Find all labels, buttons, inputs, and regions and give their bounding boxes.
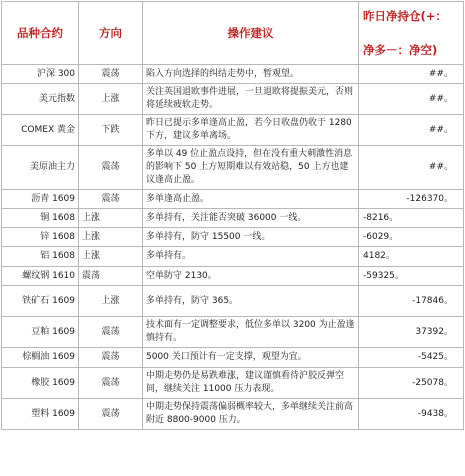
- table-row: [2, 209, 464, 228]
- table-row: [2, 267, 464, 286]
- direction-cell: 上涨: [79, 247, 143, 267]
- product-cell: 沪深 300: [2, 65, 79, 84]
- direction-cell: 震荡: [79, 146, 143, 190]
- table-row: [2, 348, 464, 368]
- direction-cell: 震荡: [79, 348, 143, 368]
- product-cell: 铝 1608: [2, 247, 79, 267]
- advice-cell: 中期走势保持震荡偏弱概率较大，多单继续关注前高附近 8800-9000 压力。: [143, 399, 359, 430]
- position-cell: -9438。: [359, 399, 464, 430]
- direction-cell: 下跌: [79, 115, 143, 146]
- advice-cell: 空单防守 2130。: [143, 267, 359, 286]
- table-row: [2, 146, 464, 190]
- position-cell: ##。: [359, 65, 464, 84]
- table-row: [2, 115, 464, 146]
- product-cell: 螺纹钢 1610: [2, 267, 79, 286]
- advice-cell: 5000 关口预计有一定支撑，观望为宜。: [143, 348, 359, 368]
- product-cell: 铜 1608: [2, 209, 79, 228]
- table-row: [2, 65, 464, 84]
- advice-cell: 多单持有，防守 15500 一线。: [143, 228, 359, 247]
- direction-cell: 上涨: [79, 209, 143, 228]
- direction-cell: 震荡: [79, 317, 143, 348]
- direction-cell: 上涨: [79, 228, 143, 247]
- position-cell: ##。: [359, 115, 464, 146]
- direction-cell: 震荡: [79, 368, 143, 399]
- position-cell: -6029。: [359, 228, 464, 247]
- advice-cell: 中期走势仍是易跌难涨，建议谨慎看待沪胶反弹空间，继续关注 11000 压力表现。: [143, 368, 359, 399]
- product-cell: 美原油主力: [2, 146, 79, 190]
- product-cell: 棕榈油 1609: [2, 348, 79, 368]
- table-row: [2, 399, 464, 430]
- direction-cell: 震荡: [79, 190, 143, 209]
- product-cell: 沥青 1609: [2, 190, 79, 209]
- table-row: [2, 190, 464, 209]
- position-cell: 4182。: [359, 247, 464, 267]
- table-header-row: [2, 2, 464, 65]
- position-cell: -17846。: [359, 286, 464, 317]
- product-cell: 橡胶 1609: [2, 368, 79, 399]
- direction-cell: 上涨: [79, 286, 143, 317]
- table-row: [2, 84, 464, 115]
- direction-cell: 震荡: [79, 267, 143, 286]
- header-position: [359, 2, 464, 65]
- advice-cell: 陷入方向选择的纠结走势中，暂观望。: [143, 65, 359, 84]
- table-row: [2, 228, 464, 247]
- advice-cell: 多单逢高止盈。: [143, 190, 359, 209]
- header-direction: 方向: [79, 2, 143, 65]
- product-cell: 美元指数: [2, 84, 79, 115]
- position-cell: -8216。: [359, 209, 464, 228]
- advice-cell: 多单持有。: [143, 247, 359, 267]
- position-cell: ##。: [359, 146, 464, 190]
- position-cell: -126370。: [359, 190, 464, 209]
- advice-cell: 关注英国退欧事件进展，一旦退欧将提振美元，否则将延续疲软走势。: [143, 84, 359, 115]
- header-advice: 操作建议: [143, 2, 359, 65]
- advice-cell: 技术面有一定调整要求，低位多单以 3200 为止盈逢慎持有。: [143, 317, 359, 348]
- strategy-table: [1, 1, 464, 430]
- header-position-line1: 昨日净持仓(+：: [363, 8, 447, 23]
- product-cell: 锌 1608: [2, 228, 79, 247]
- position-cell: -5425。: [359, 348, 464, 368]
- table-row: [2, 286, 464, 317]
- product-cell: 豆粕 1609: [2, 317, 79, 348]
- header-position-line2: 净多－：净空): [363, 42, 438, 57]
- table-row: [2, 247, 464, 267]
- table-row: [2, 368, 464, 399]
- direction-cell: 上涨: [79, 84, 143, 115]
- advice-cell: 昨日已提示多单逢高止盈，若今日收盘仍收于 1280 下方，建议多单离场。: [143, 115, 359, 146]
- product-cell: 塑料 1609: [2, 399, 79, 430]
- product-cell: COMEX 黄金: [2, 115, 79, 146]
- position-cell: -25078。: [359, 368, 464, 399]
- advice-cell: 多单以 49 位止盈点设持，但在没有重大刺激性消息的影响下 50 上方短期难以有效站稳，50 上方也建议逢高止盈。: [143, 146, 359, 190]
- header-product: 品种合约: [2, 2, 79, 65]
- direction-cell: 震荡: [79, 65, 143, 84]
- position-cell: -59325。: [359, 267, 464, 286]
- product-cell: 铁矿石 1609: [2, 286, 79, 317]
- advice-cell: 多单持有，防守 365。: [143, 286, 359, 317]
- advice-cell: 多单持有，关注能否突破 36000 一线。: [143, 209, 359, 228]
- direction-cell: 震荡: [79, 399, 143, 430]
- position-cell: ##。: [359, 84, 464, 115]
- position-cell: 37392。: [359, 317, 464, 348]
- table-row: [2, 317, 464, 348]
